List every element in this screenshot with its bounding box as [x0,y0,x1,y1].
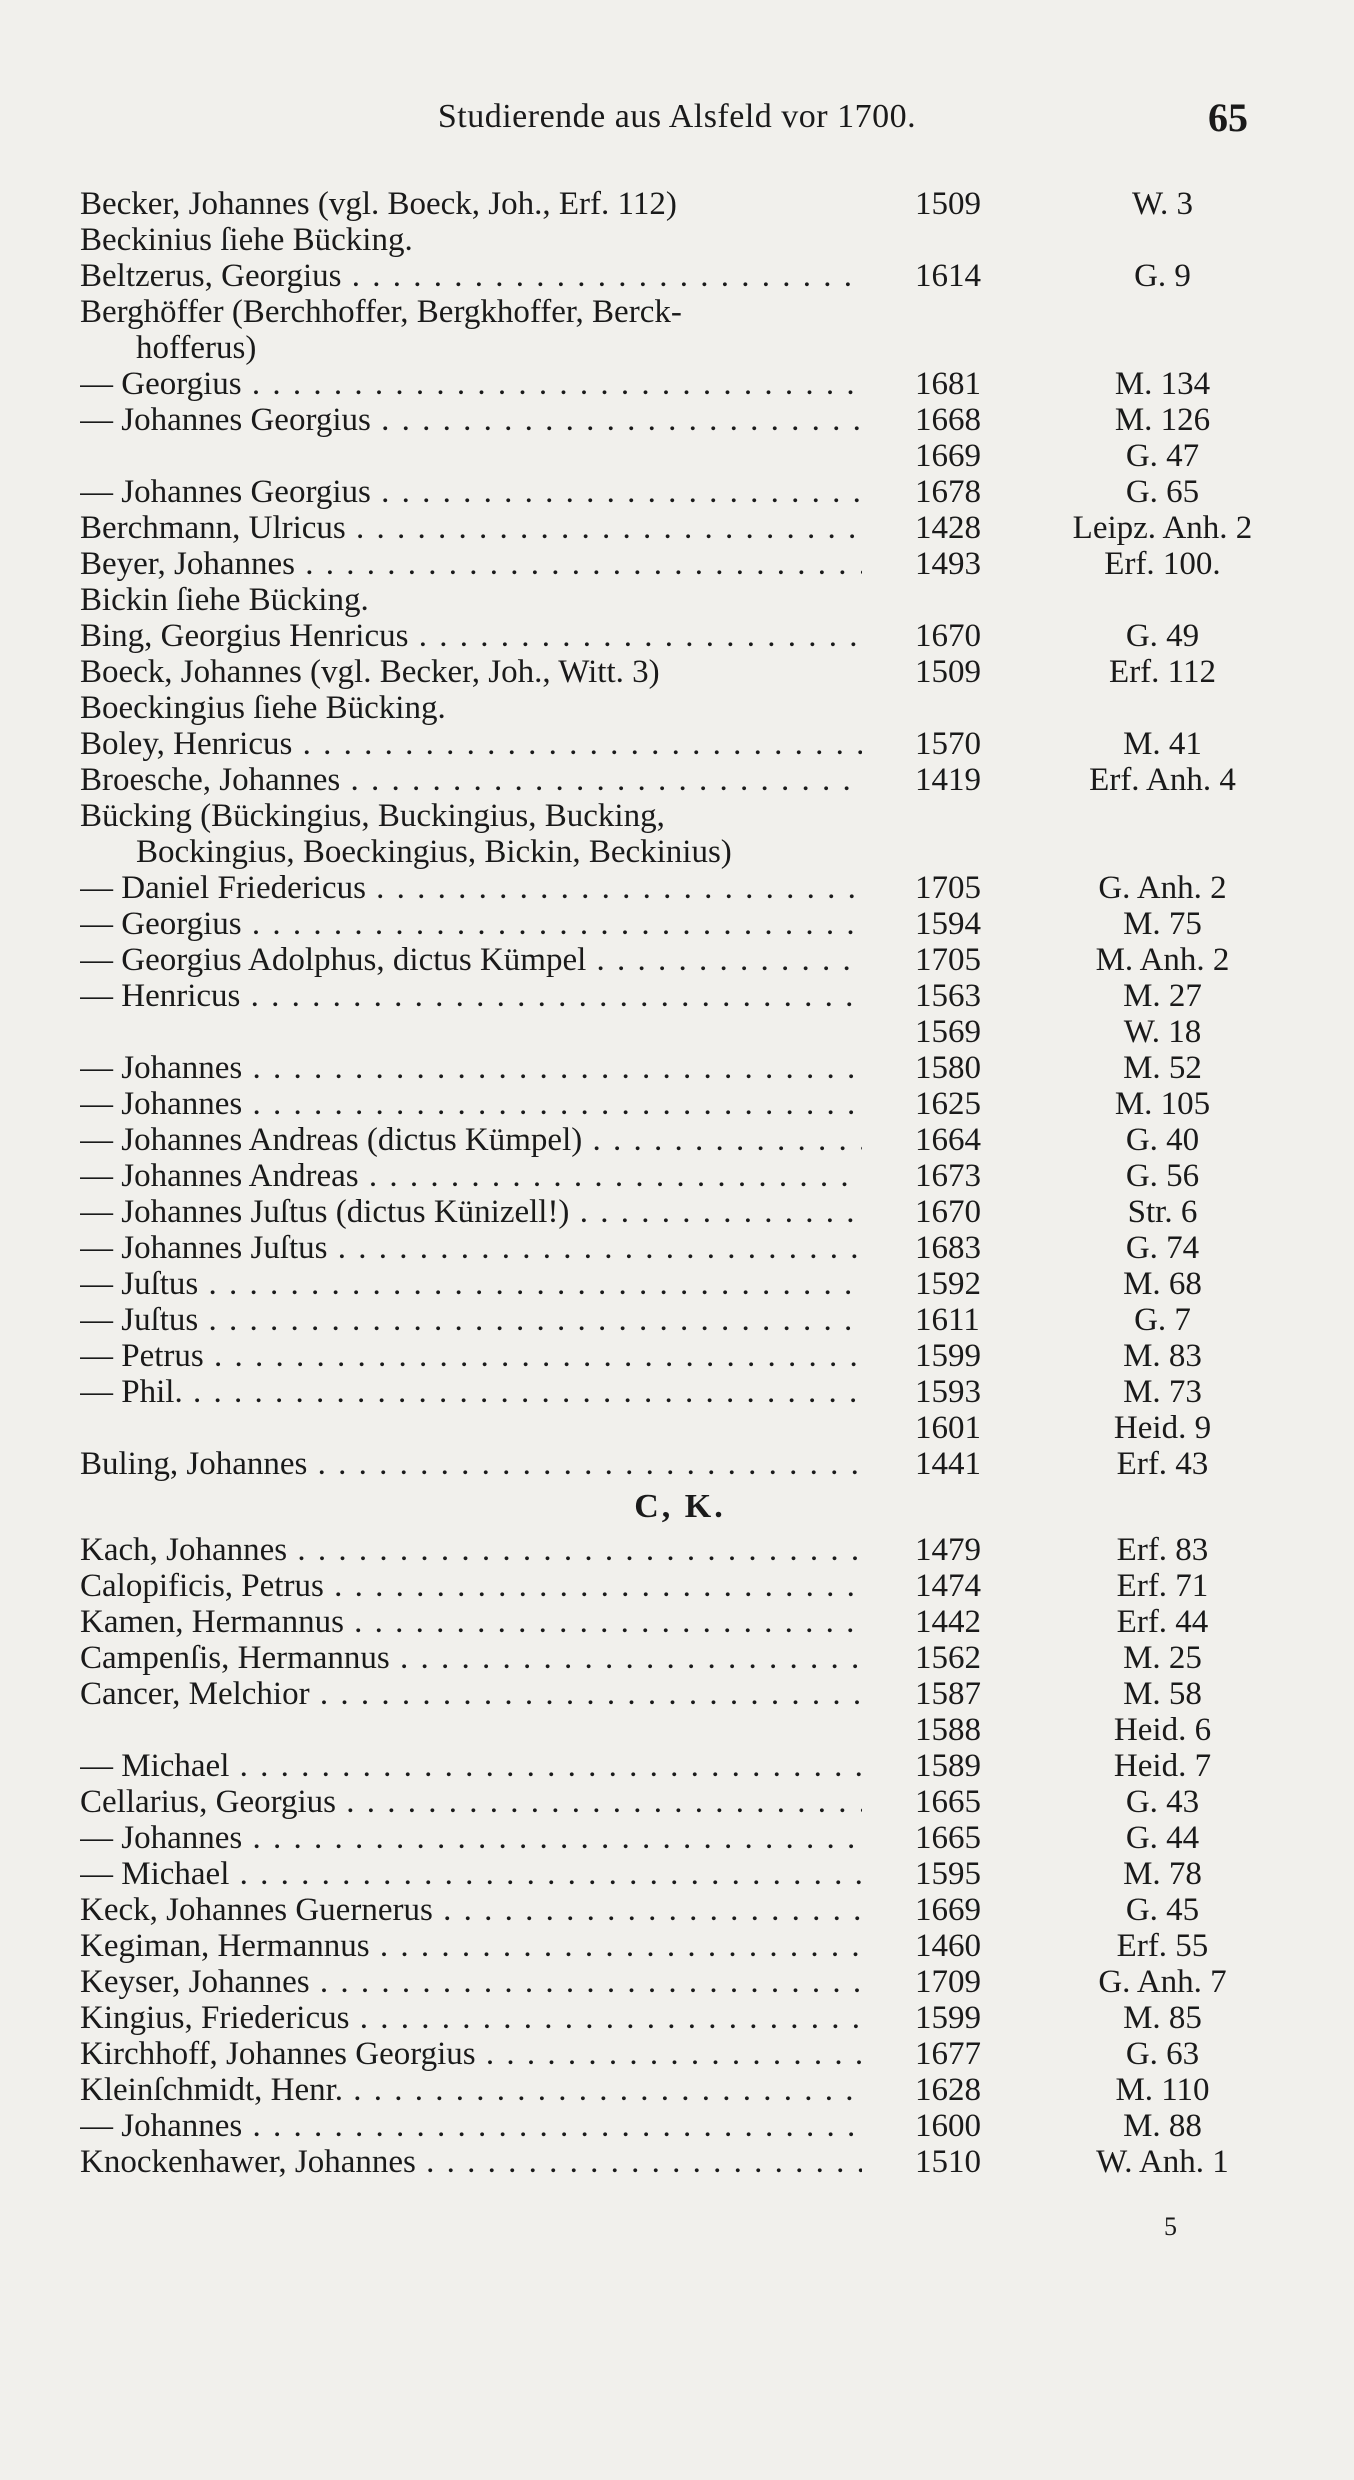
entry-year: 1669 [915,1892,981,1928]
register-entry [80,186,1280,222]
entry-source: M. 52 [1123,1050,1202,1086]
entry-name-cell [80,2072,862,2108]
entry-name: Bücking (Bückingius, Buckingius, Bucking, [80,798,665,834]
entry-year: 1493 [915,546,981,582]
entry-year: 1570 [915,726,981,762]
entry-year: 1419 [915,762,981,798]
register-entry [80,582,1280,618]
register-entry [80,870,1280,906]
register-entry [80,1964,1280,2000]
entry-name-cell [80,1446,862,1482]
entry-year: 1601 [915,1410,981,1446]
entry-year: 1442 [915,1604,981,1640]
entry-year: 1509 [915,654,981,690]
entry-name: Berghöffer (Berchhoffer, Bergkhoffer, Berck- [80,294,682,330]
entry-name-cell [80,510,862,546]
entry-name-cell [80,1302,862,1338]
register-entry [80,1604,1280,1640]
entry-name-cell [80,366,862,402]
entry-name: Bockingius, Boeckingius, Bickin, Beckinius) [136,834,732,870]
entry-source: M. 88 [1123,2108,1202,2144]
register-entry [80,1676,1280,1712]
register-entry [80,1410,1280,1446]
entry-name: — Daniel Friedericus . . . [80,870,862,906]
register-entry [80,2144,1280,2180]
entry-source: Erf. 83 [1116,1532,1209,1568]
entry-name: — Johannes . . . [80,1820,862,1856]
entry-name: Calopificis, Petrus . . . [80,1568,862,1604]
register-entry [80,906,1280,942]
entry-source: G. 56 [1125,1158,1200,1194]
entry-year: 1668 [915,402,981,438]
entry-name: Beyer, Johannes . . . [80,546,862,582]
register-entry [80,942,1280,978]
entry-name-cell [80,186,862,222]
register-entry [80,366,1280,402]
register-entry [80,1640,1280,1676]
entry-name-cell [80,1194,862,1230]
register-entry [80,1712,1280,1748]
register-entry [80,1784,1280,1820]
entry-name-cell [80,2000,862,2036]
entry-source: G. Anh. 2 [1098,870,1227,906]
entry-name: — Georgius Adolphus, dictus Kümpel . . . [80,942,862,978]
entry-name-cell [80,474,862,510]
entry-source: G. 40 [1125,1122,1200,1158]
entry-name: — Johannes . . . [80,1086,862,1122]
entry-year: 1670 [915,618,981,654]
entry-name-cell [80,1266,862,1302]
entry-year: 1595 [915,1856,981,1892]
register-entry [80,1532,1280,1568]
entry-name: — Johannes . . . [80,1050,862,1086]
register-entry [80,1856,1280,1892]
register-entry [80,222,1280,258]
register-entry [80,1446,1280,1482]
entry-name-cell [80,1784,862,1820]
entry-name-cell [80,762,862,798]
entry-source: Str. 6 [1127,1194,1198,1230]
entry-name: — Johannes Juſtus (dictus Künizell!) . . . [80,1194,862,1230]
entry-name-cell [80,1338,862,1374]
entry-name-cell [80,1410,862,1446]
entry-year: 1669 [915,438,981,474]
entry-name: — Georgius . . . [80,906,862,942]
entry-name: Campenſis, Hermannus . . . [80,1640,862,1676]
register-entry [80,1086,1280,1122]
entry-source: Erf. 71 [1116,1568,1209,1604]
entry-year: 1563 [915,978,981,1014]
entry-source: M. 134 [1114,366,1211,402]
register-entry [80,1748,1280,1784]
register-entry [80,834,1280,870]
entry-source: M. 78 [1123,1856,1202,1892]
running-header: Studierende aus Alsfeld vor 1700. [437,98,917,135]
entry-source: M. 68 [1123,1266,1202,1302]
entry-name: Beltzerus, Georgius . . . [80,258,862,294]
entry-source: M. 110 [1115,2072,1210,2108]
entry-year: 1593 [915,1374,981,1410]
entry-name: — Juſtus . . . [80,1302,862,1338]
entry-name: — Johannes Georgius . . . [80,474,862,510]
entry-year: 1474 [915,1568,981,1604]
entry-name-cell [80,690,862,726]
register-entry [80,2036,1280,2072]
entry-name: Kleinſchmidt, Henr. . . . [80,2072,862,2108]
entry-source: M. 75 [1123,906,1202,942]
entry-name-cell [80,942,862,978]
entry-year: 1587 [915,1676,981,1712]
entry-source: M. 41 [1123,726,1202,762]
entry-name-cell [80,1928,862,1964]
entry-year: 1670 [915,1194,981,1230]
entry-name-cell [80,834,862,870]
register-entry [80,798,1280,834]
entry-name-cell [80,1964,862,2000]
entry-source: G. 63 [1125,2036,1200,2072]
entry-name: hofferus) [136,330,257,366]
entry-year: 1592 [915,1266,981,1302]
entry-year: 1673 [915,1158,981,1194]
entry-name: Cancer, Melchior . . . [80,1676,862,1712]
entry-source: Erf. 44 [1116,1604,1209,1640]
entry-name: Cellarius, Georgius . . . [80,1784,862,1820]
entry-source: Heid. 9 [1113,1410,1212,1446]
entry-source: M. 27 [1123,978,1202,1014]
entry-name: — Michael . . . [80,1856,862,1892]
register-entry [80,258,1280,294]
entry-year: 1677 [915,2036,981,2072]
entry-year: 1683 [915,1230,981,1266]
register-entry [80,2108,1280,2144]
entry-name: Bickin ſiehe Bücking. [80,582,369,618]
entry-year: 1580 [915,1050,981,1086]
register-entry [80,1266,1280,1302]
entry-source: G. 45 [1125,1892,1200,1928]
entry-source: G. 47 [1125,438,1200,474]
entry-year: 1625 [915,1086,981,1122]
entry-name: — Johannes . . . [80,2108,862,2144]
entry-name: — Johannes Andreas (dictus Kümpel) . . . [80,1122,862,1158]
entry-name-cell [80,870,862,906]
register-entry [80,2000,1280,2036]
entry-source: Leipz. Anh. 2 [1072,510,1253,546]
entry-name: Beckinius ſiehe Bücking. [80,222,413,258]
entry-source: W. 18 [1123,1014,1202,1050]
entry-source: Erf. 100. [1104,546,1221,582]
entry-name-cell [80,582,862,618]
entry-source: G. 43 [1125,1784,1200,1820]
entry-year: 1441 [915,1446,981,1482]
entry-source: M. 83 [1123,1338,1202,1374]
entry-source: Heid. 6 [1113,1712,1212,1748]
entry-year: 1665 [915,1820,981,1856]
entry-name: Knockenhawer, Johannes . . . [80,2144,862,2180]
entry-name-cell [80,1086,862,1122]
register-entry [80,546,1280,582]
entry-name: — Petrus . . . [80,1338,862,1374]
entry-name-cell [80,1604,862,1640]
entry-source: W. Anh. 1 [1096,2144,1229,2180]
entry-name-cell [80,1014,862,1050]
entry-year: 1665 [915,1784,981,1820]
entry-year: 1664 [915,1122,981,1158]
register-entry [80,510,1280,546]
entry-name: — Henricus . . . [80,978,862,1014]
entry-year: 1594 [915,906,981,942]
entry-source: G. 65 [1125,474,1200,510]
register-entry [80,726,1280,762]
entries-b [80,186,1280,1482]
entry-name: Buling, Johannes . . . [80,1446,862,1482]
entry-source: G. 9 [1134,258,1191,294]
entry-year: 1705 [915,942,981,978]
entry-name-cell [80,258,862,294]
entry-name-cell [80,294,862,330]
entry-name: Boeck, Johannes (vgl. Becker, Joh., Witt. 3) [80,654,660,690]
register-entry [80,654,1280,690]
entry-name-cell [80,1748,862,1784]
register-entry [80,294,1280,330]
register-entry [80,1338,1280,1374]
register-entry [80,1158,1280,1194]
entry-source: G. 49 [1125,618,1200,654]
entry-name: — Juſtus . . . [80,1266,862,1302]
entry-source: G. 44 [1125,1820,1200,1856]
entry-name-cell [80,1820,862,1856]
entry-name-cell [80,906,862,942]
register-entry [80,1122,1280,1158]
entry-source: Erf. Anh. 4 [1089,762,1236,798]
register-entry [80,1820,1280,1856]
entry-name: — Phil. . . . [80,1374,862,1410]
signature-mark: 5 [1164,2212,1177,2241]
entry-source: M. Anh. 2 [1095,942,1230,978]
entry-name-cell [80,1676,862,1712]
entry-name-cell [80,1712,862,1748]
entry-source: M. 105 [1114,1086,1211,1122]
entry-name-cell [80,978,862,1014]
entry-name-cell [80,1230,862,1266]
entry-name-cell [80,618,862,654]
entry-name-cell [80,1050,862,1086]
page-number: 65 [1208,95,1248,140]
entry-year: 1678 [915,474,981,510]
entry-year: 1709 [915,1964,981,2000]
register-entry [80,438,1280,474]
section-heading-ck: C, K. [634,1488,726,1525]
entry-year: 1510 [915,2144,981,2180]
entry-source: Erf. 112 [1109,654,1216,690]
entry-year: 1599 [915,2000,981,2036]
entry-name: Kegiman, Hermannus . . . [80,1928,862,1964]
register-entry [80,618,1280,654]
entry-name: Boeckingius ſiehe Bücking. [80,690,446,726]
entry-name: Bing, Georgius Henricus . . . [80,618,862,654]
register-entry [80,2072,1280,2108]
entry-source: G. Anh. 7 [1098,1964,1227,2000]
entry-source: W. 3 [1131,186,1194,222]
entry-name-cell [80,726,862,762]
entry-name: — Michael . . . [80,1748,862,1784]
register-list [80,186,1280,2180]
entry-name-cell [80,330,862,366]
entry-name: Broesche, Johannes . . . [80,762,862,798]
entry-name: Keck, Johannes Guernerus . . . [80,1892,862,1928]
register-entry [80,402,1280,438]
entry-source: M. 73 [1123,1374,1202,1410]
entry-source: M. 58 [1123,1676,1202,1712]
entry-name-cell [80,2108,862,2144]
entry-name: — Georgius . . . [80,366,862,402]
entry-year: 1614 [915,258,981,294]
entry-name-cell [80,1856,862,1892]
entry-name-cell [80,438,862,474]
entry-source: M. 85 [1123,2000,1202,2036]
entry-name-cell [80,1640,862,1676]
entry-year: 1569 [915,1014,981,1050]
entry-year: 1705 [915,870,981,906]
entry-year: 1611 [915,1302,980,1338]
entry-year: 1588 [915,1712,981,1748]
entry-name: Kamen, Hermannus . . . [80,1604,862,1640]
register-entry [80,1302,1280,1338]
register-entry [80,690,1280,726]
entry-name: — Johannes Andreas . . . [80,1158,862,1194]
entry-source: G. 7 [1134,1302,1191,1338]
entry-year: 1589 [915,1748,981,1784]
entry-year: 1681 [915,366,981,402]
entry-name: Becker, Johannes (vgl. Boeck, Joh., Erf. 112) [80,186,677,222]
entry-name: — Johannes Juſtus . . . [80,1230,862,1266]
entry-year: 1509 [915,186,981,222]
entry-name-cell [80,1122,862,1158]
entries-ck [80,1532,1280,2180]
entry-name-cell [80,1374,862,1410]
register-entry [80,1374,1280,1410]
entry-name-cell [80,1158,862,1194]
entry-name: — Johannes Georgius . . . [80,402,862,438]
entry-name-cell [80,402,862,438]
entry-name-cell [80,222,862,258]
entry-source: Erf. 55 [1116,1928,1209,1964]
entry-name: Kirchhoff, Johannes Georgius . . . [80,2036,862,2072]
register-entry [80,474,1280,510]
entry-year: 1562 [915,1640,981,1676]
entry-name-cell [80,1532,862,1568]
entry-source: Heid. 7 [1113,1748,1212,1784]
entry-year: 1428 [915,510,981,546]
entry-name: Berchmann, Ulricus . . . [80,510,862,546]
entry-name: Kingius, Friedericus . . . [80,2000,862,2036]
register-entry [80,1194,1280,1230]
register-entry [80,1050,1280,1086]
register-entry [80,1892,1280,1928]
register-entry [80,762,1280,798]
entry-source: M. 126 [1114,402,1211,438]
register-entry [80,1568,1280,1604]
entry-name: Kach, Johannes . . . [80,1532,862,1568]
entry-year: 1599 [915,1338,981,1374]
entry-name: Keyser, Johannes . . . [80,1964,862,2000]
register-entry [80,1928,1280,1964]
entry-year: 1460 [915,1928,981,1964]
entry-year: 1479 [915,1532,981,1568]
entry-source: G. 74 [1125,1230,1200,1266]
entry-year: 1628 [915,2072,981,2108]
entry-name-cell [80,2144,862,2180]
register-entry [80,330,1280,366]
entry-source: Erf. 43 [1116,1446,1209,1482]
register-entry [80,1014,1280,1050]
entry-year: 1600 [915,2108,981,2144]
register-entry [80,978,1280,1014]
entry-name-cell [80,798,862,834]
register-entry [80,1230,1280,1266]
entry-name-cell [80,1892,862,1928]
entry-source: M. 25 [1123,1640,1202,1676]
entry-name: Boley, Henricus . . . [80,726,862,762]
entry-name-cell [80,654,862,690]
entry-name-cell [80,2036,862,2072]
entry-name-cell [80,1568,862,1604]
entry-name-cell [80,546,862,582]
